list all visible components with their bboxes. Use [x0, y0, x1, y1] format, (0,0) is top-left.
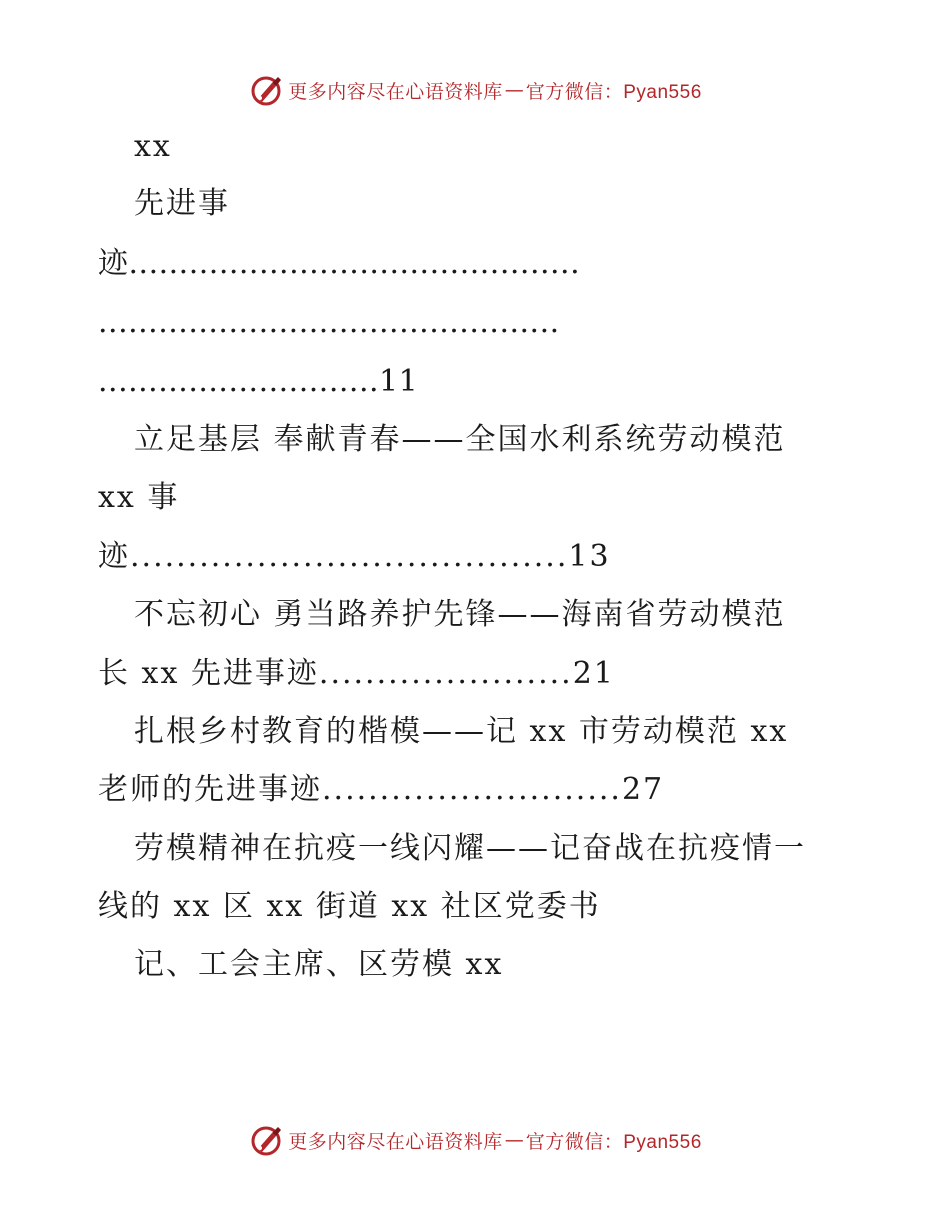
- footer-watermark: [0, 1120, 950, 1160]
- toc-line: xx 事: [98, 480, 180, 515]
- toc-line: 先进事: [134, 186, 230, 221]
- header-watermark: [0, 70, 950, 110]
- toc-line: 立足基层 奉献青春——全国水利系统劳动模范: [134, 422, 786, 457]
- toc-line: 记、工会主席、区劳模 xx: [134, 947, 504, 982]
- watermark-brand: 更多内容尽在心语资料库: [288, 1130, 503, 1153]
- toc-line: 劳模精神在抗疫一线闪耀——记奋战在抗疫情一: [134, 831, 806, 866]
- toc-line: 迹.............................................: [98, 246, 581, 281]
- pen-logo-icon: [248, 1122, 284, 1158]
- watermark-dash: —: [504, 79, 524, 101]
- toc-line: 老师的先进事迹..........................27: [98, 772, 665, 807]
- toc-line: 不忘初心 勇当路养护先锋——海南省劳动模范: [134, 597, 786, 632]
- toc-line: ............................11: [98, 364, 419, 399]
- pen-logo-icon: [248, 72, 284, 108]
- toc-line: 迹......................................13: [98, 539, 611, 574]
- watermark-brand: 更多内容尽在心语资料库: [288, 80, 503, 103]
- toc-line: xx: [134, 129, 172, 164]
- watermark-account: 官方微信：Pyan556: [525, 81, 702, 103]
- toc-line: 扎根乡村教育的楷模——记 xx 市劳动模范 xx: [134, 714, 789, 749]
- watermark-dash: —: [504, 1129, 524, 1151]
- watermark-account: 官方微信：Pyan556: [525, 1131, 702, 1153]
- toc-line: 长 xx 先进事迹......................21: [98, 656, 615, 691]
- toc-line: ..............................................: [98, 305, 560, 340]
- toc-line: 线的 xx 区 xx 街道 xx 社区党委书: [98, 889, 601, 924]
